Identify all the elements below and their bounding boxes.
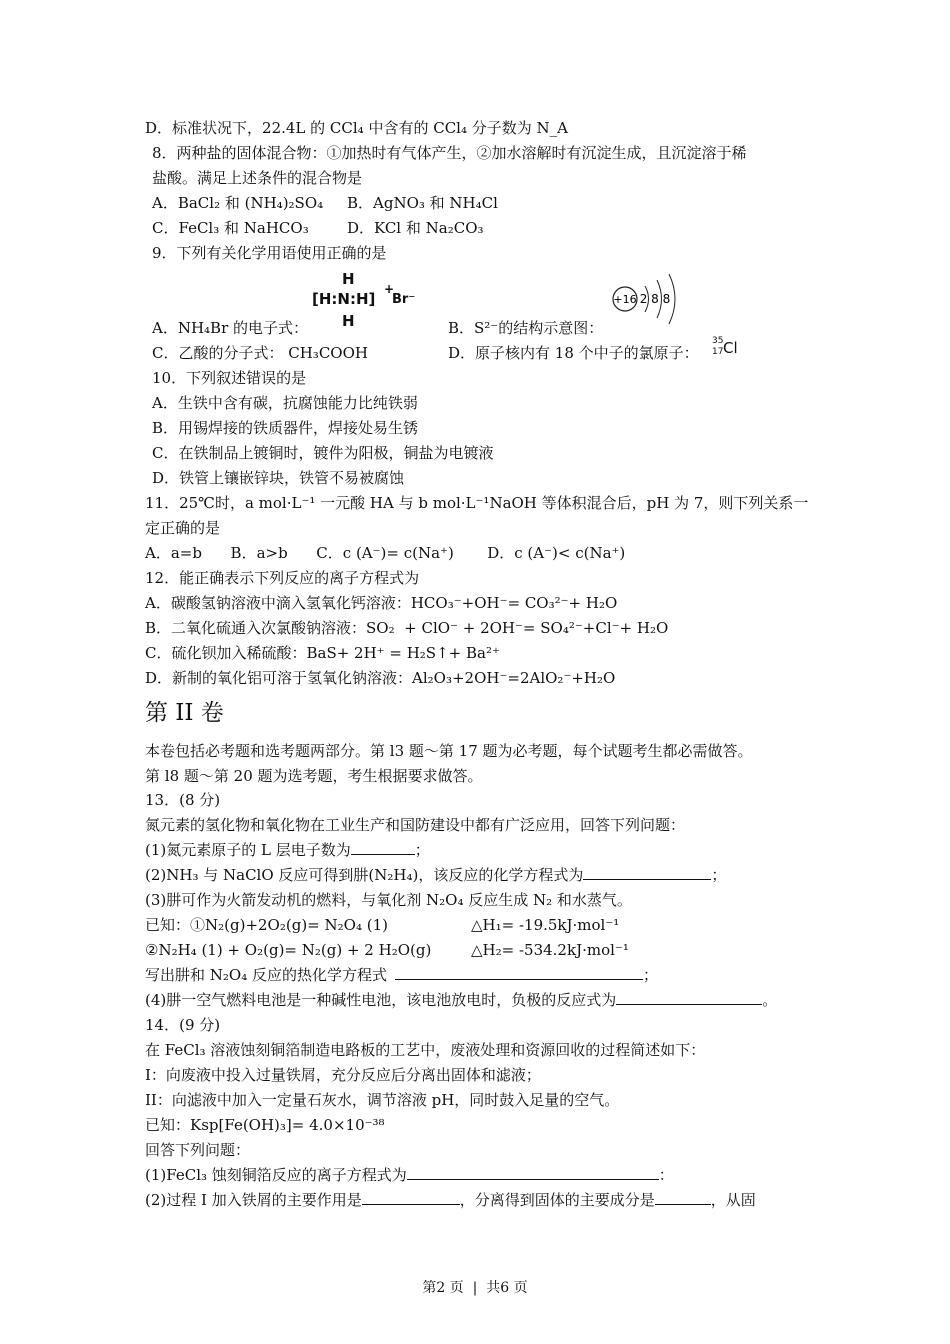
nh4-charge: + xyxy=(384,282,395,296)
q13-known-2-eq: ②N₂H₄ (1) + O₂(g)= N₂(g) + 2 H₂O(g) xyxy=(145,941,432,959)
q11-stem-2: 定正确的是 xyxy=(145,519,221,537)
q13-known-1-dh: △H₁= -19.5kJ·mol⁻¹ xyxy=(471,916,620,934)
q9-option-c: C．乙酸的分子式： CH₃COOH xyxy=(152,344,368,362)
part-ii-intro-1: 本卷包括必考题和选考题两部分。第 l3 题～第 17 题为必考题，每个试题考生都必需做答。 xyxy=(145,742,753,760)
q12-option-d: D．新制的氧化铝可溶于氢氧化钠溶液：Al₂O₃+2OH⁻=2AlO₂⁻+H₂O xyxy=(145,669,616,687)
q14-part-1-text: (1)FeCl₃ 蚀刻铜箔反应的离子方程式为 xyxy=(145,1166,407,1184)
q14-part-1: (1)FeCl₃ 蚀刻铜箔反应的离子方程式为 ： xyxy=(145,1166,674,1184)
shell-electrons: 2 8 8 xyxy=(639,292,671,306)
q13-part-1-text: (1)氮元素原子的 L 层电子数为 xyxy=(145,841,351,859)
q14-ksp: 已知：Ksp[Fe(OH)₃]= 4.0×10⁻³⁸ xyxy=(145,1116,385,1134)
q8-stem-2: 盐酸。满足上述条件的混合物是 xyxy=(152,169,363,187)
s2-ion-structure-diagram xyxy=(605,268,685,330)
answer-blank[interactable] xyxy=(583,865,711,880)
cl-atomic-number: 17 xyxy=(712,347,724,357)
q13-write: 写出肼和 N₂O₄ 反应的热化学方程式 ； xyxy=(145,966,659,984)
part-ii-heading: 第 II 卷 xyxy=(145,700,224,726)
answer-blank[interactable] xyxy=(362,1190,460,1205)
option-d-ccl4: D．标准状况下，22.4L 的 CCl₄ 中含有的 CCl₄ 分子数为 N_A xyxy=(145,119,568,137)
nh4-center: [H:N:H] xyxy=(312,290,376,308)
q12-stem: 12．能正确表示下列反应的离子方程式为 xyxy=(145,569,420,587)
q13-part-4-text: (4)肼一空气燃料电池是一种碱性电池，该电池放电时，负极的反应式为 xyxy=(145,991,617,1009)
q14-step-ii: II：向滤液中加入一定量石灰水，调节溶液 pH，同时鼓入足量的空气。 xyxy=(145,1091,620,1109)
q8-option-a: A．BaCl₂ 和 (NH₄)₂SO₄ xyxy=(152,194,324,212)
part-ii-intro-2: 第 l8 题～第 20 题为选考题，考生根据要求做答。 xyxy=(145,767,483,785)
q13-part-1: (1)氮元素原子的 L 层电子数为 ； xyxy=(145,841,430,859)
q9-options-row1 xyxy=(152,318,603,338)
answer-blank[interactable] xyxy=(395,965,643,980)
answer-blank[interactable] xyxy=(655,1190,711,1205)
q14-part-2 xyxy=(145,1190,756,1210)
q9-option-d: D．原子核内有 18 个中子的氯原子： xyxy=(448,344,699,362)
q9-stem: 9．下列有关化学用语使用正确的是 xyxy=(152,244,387,262)
q8-stem-1: 8．两种盐的固体混合物：①加热时有气体产生，②加水溶解时有沉淀生成，且沉淀溶于稀 xyxy=(152,144,747,162)
q8-option-b: B．AgNO₃ 和 NH₄Cl xyxy=(347,194,498,212)
q10-option-d: D．铁管上镶嵌锌块，铁管不易被腐蚀 xyxy=(152,469,405,487)
q11-stem-1: 11．25℃时，a mol·L⁻¹ 一元酸 HA 与 b mol·L⁻¹NaOH 等体积混合后，pH 为 7，则下列关系一 xyxy=(145,494,809,512)
q14-title: 14．(9 分) xyxy=(145,1016,221,1034)
q11-options: A．a=b B．a>b C．c (A⁻)= c(Na⁺) D．c (A⁻)< c(Na⁺) xyxy=(145,544,626,562)
q12-option-c: C．硫化钡加入稀硫酸：BaS+ 2H⁺ = H₂S↑+ Ba²⁺ xyxy=(145,644,500,662)
q9-option-a: A．NH₄Br 的电子式： xyxy=(152,319,309,337)
q14-part-2-text-c: ，从固 xyxy=(710,1191,756,1209)
q10-option-c: C．在铁制品上镀铜时，镀件为阳极，铜盐为电镀液 xyxy=(152,444,494,462)
q12-option-b: B．二氧化硫通入次氯酸钠溶液：SO₂ + ClO⁻ + 2OH⁻= SO₄²⁻+Cl⁻+ H₂O xyxy=(145,619,669,637)
q13-known-2 xyxy=(145,940,629,960)
cl-mass-number: 35 xyxy=(712,336,724,346)
q14-answer-prompt: 回答下列问题： xyxy=(145,1141,251,1159)
q8-options-row2 xyxy=(152,218,484,238)
page-footer: 第2 页 | 共6 页 xyxy=(422,1280,528,1296)
q13-known-1-eq: 已知：①N₂(g)+2O₂(g)= N₂O₄ (1) xyxy=(145,916,388,934)
nucleus-charge: +16 xyxy=(613,293,637,306)
q10-option-b: B．用锡焊接的铁质器件，焊接处易生锈 xyxy=(152,419,419,437)
q14-part-2-text-b: ，分离得到固体的主要成分是 xyxy=(459,1191,655,1209)
cl-symbol: Cl xyxy=(723,339,738,357)
q12-option-a: A．碳酸氢钠溶液中滴入氢氧化钙溶液：HCO₃⁻+OH⁻= CO₃²⁻+ H₂O xyxy=(145,594,618,612)
q13-part-2-text: (2)NH₃ 与 NaClO 反应可得到肼(N₂H₄)，该反应的化学方程式为 xyxy=(145,866,584,884)
q14-step-i: I：向废液中投入过量铁屑，充分反应后分离出固体和滤液； xyxy=(145,1066,541,1084)
chlorine-35-isotope xyxy=(712,336,752,364)
q14-part-2-text-a: (2)过程 I 加入铁屑的主要作用是 xyxy=(145,1191,362,1209)
q10-option-a: A．生铁中含有碳，抗腐蚀能力比纯铁弱 xyxy=(152,394,418,412)
answer-blank[interactable] xyxy=(351,840,415,855)
q13-write-text: 写出肼和 N₂O₄ 反应的热化学方程式 xyxy=(145,966,387,984)
q8-option-c: C．FeCl₃ 和 NaHCO₃ xyxy=(152,219,309,237)
q13-stem: 氮元素的氢化物和氧化物在工业生产和国防建设中都有广泛应用，回答下列问题： xyxy=(145,816,686,834)
q9-option-b: B．S²⁻的结构示意图： xyxy=(448,319,604,337)
q13-part-4: (4)肼一空气燃料电池是一种碱性电池，该电池放电时，负极的反应式为 。 xyxy=(145,991,778,1009)
q10-stem: 10．下列叙述错误的是 xyxy=(152,369,307,387)
q9-options-row2 xyxy=(152,343,699,363)
br-ion: Br⁻ xyxy=(392,292,416,307)
q8-option-d: D．KCl 和 Na₂CO₃ xyxy=(347,219,484,237)
q14-stem: 在 FeCl₃ 溶液蚀刻铜箔制造电路板的工艺中，废液处理和资源回收的过程简述如下： xyxy=(145,1041,706,1059)
q13-known-1 xyxy=(145,915,619,935)
q13-part-3: (3)肼可作为火箭发动机的燃料，与氧化剂 N₂O₄ 反应生成 N₂ 和水蒸气。 xyxy=(145,891,632,909)
q13-title: 13．(8 分) xyxy=(145,791,221,809)
answer-blank[interactable] xyxy=(407,1165,659,1180)
answer-blank[interactable] xyxy=(616,990,762,1005)
nh4-h-bottom: H xyxy=(342,312,355,330)
nh4-h-top: H xyxy=(342,270,355,288)
q13-known-2-dh: △H₂= -534.2kJ·mol⁻¹ xyxy=(471,941,629,959)
q13-part-2: (2)NH₃ 与 NaClO 反应可得到肼(N₂H₄)，该反应的化学方程式为 ； xyxy=(145,866,727,884)
q8-options-row1 xyxy=(152,193,498,213)
